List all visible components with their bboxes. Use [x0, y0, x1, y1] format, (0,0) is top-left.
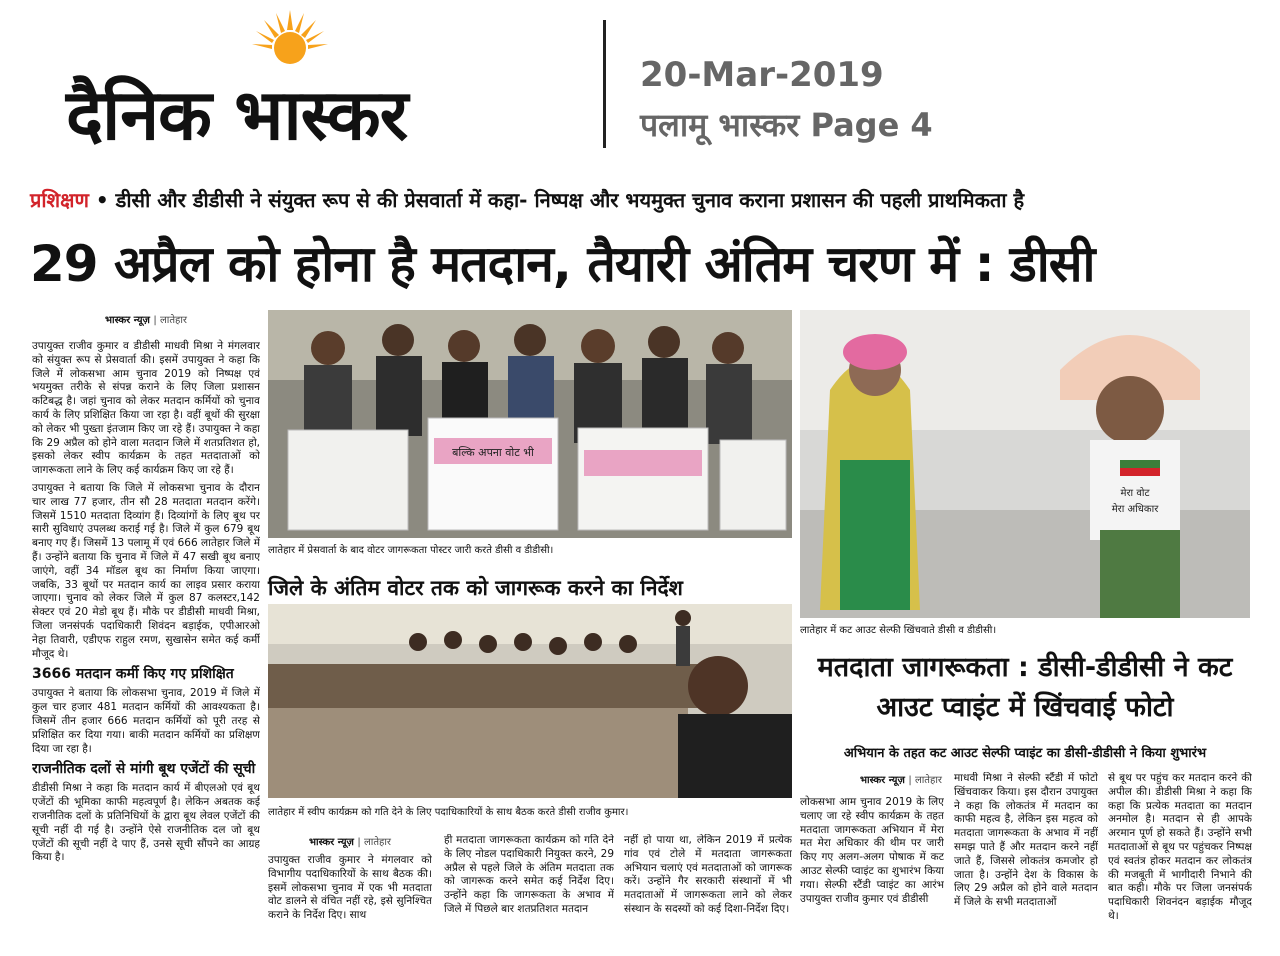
main-paragraph-2: उपायुक्त ने बताया कि जिले में लोकसभा चुनाव के दौरान चार लाख 77 हजार, तीन सौ 28 मतदाता मतदान करेंगे। जिसमें 1510 मतदाता दिव्यांग हैं। दिव्यांगों के लिए बूथ पर सारी सुविधाएं उपलब्ध कराई गई है। जिले में कुल 679 बूथ बनाए गए हैं। जिसमें 13 पलामू में एवं 666 लातेहार जिले में हैं। उन्होंने बताया कि चुनाव में जिले में 47 सखी बूथ बनाए जाएंगे, वहीं 34 मॉडल बूथ का निर्माण किया जाएगा। जबकि, 33 बूथों पर मतदान कार्य का लाइव प्रसार कराया जाएगा। चुनाव को लेकर जिले में कुल 87 कलस्टर,142 सेक्टर एवं 20 मेडो बूथ हैं। मौके पर डीडीसी माधवी मिश्रा, जिला जनसंपर्क पदाधिकारी शिवंदन बड़ाईक, एपीआरओ नेहा तिवारी, एडीएफ राहुल रमण, सुखासेन समेत कई कर्मी मौजूद थे। — [32, 481, 260, 660]
right-article-text-1: लोकसभा आम चुनाव 2019 के लिए चलाए जा रहे स्वीप कार्यक्रम के तहत मतदाता जागरूकता अभियान में मेरा मत मेरा अधिकार की थीम पर जारी किए गए अलग-अलग पोषाक में कट आउट सेल्फी प्वाइंट का शुभारंभ किया गया। सेल्फी स्टैंडी प्वाइंट का आरंभ उपायुक्त राजीव कुमार एवं डीडीसी — [800, 796, 944, 905]
newspaper-logo: दैनिक भास्कर — [66, 74, 408, 156]
sub-byline-place: | लातेहार — [357, 837, 392, 848]
main-subhead-2: राजनीतिक दलों से मांगी बूथ एजेंटों की सूची — [32, 761, 256, 778]
right-article-col-2 — [954, 772, 1098, 954]
masthead — [0, 0, 1280, 160]
selfie-cutout-photo — [800, 310, 1250, 618]
press-photo-caption: लातेहार में प्रेसवार्ता के बाद वोटर जागरूकता पोस्टर जारी करते डीसी व डीडीसी। — [268, 545, 554, 556]
right-article-text-3: से बूथ पर पहुंच कर मतदान करने की अपील की। डीडीसी मिश्रा ने कहा कि कहा कि प्रत्येक मतदाता का मतदान अनमोल है। मतदान से ही आपके अरमान पूर्ण हो सकते हैं। उन्होंने सभी मतदाताओं से बूथ पर पहुंचकर निष्पक्ष एवं स्वतंत्र होकर मतदान कर लोकतंत्र की मजबूती में भागीदारी निभाने की बात कही। मौके पर जिला जनसंपर्क पदाधिकारी शिवनंदन बड़ाईक मौजूद थे। — [1108, 772, 1252, 922]
main-paragraph-3: उपायुक्त ने बताया कि लोकसभा चुनाव, 2019 में जिले में कुल चार हजार 481 मतदान कर्मियों की आवश्यकता है। जिसमें तीन हजार 666 मतदान कर्मियों को पूरी तरह से प्रशिक्षित कर दिया गया। बाकी मतदान कर्मियों का प्रशिक्षण दिया जा रहा है। — [32, 687, 260, 755]
sub-article-text-1: उपायुक्त राजीव कुमार ने मंगलवार को विभागीय पदाधिकारियों के साथ बैठक की। इसमें लोकसभा चुनाव में एक भी मतदाता वोट डालने से वंचित नहीं रहे, इसे सुनिश्चित कराने के निर्देश दिए। साथ — [268, 854, 432, 922]
svg-text:बल्कि अपना वोट भी: बल्कि अपना वोट भी — [452, 446, 534, 459]
shirt-text-1: मेरा वोट — [1120, 488, 1150, 499]
main-headline: 29 अप्रैल को होना है मतदान, तैयारी अंतिम चरण में : डीसी — [30, 235, 1095, 293]
sub-article-headline: जिले के अंतिम वोटर तक को जागरूक करने का निर्देश — [268, 576, 683, 600]
masthead-divider — [603, 20, 606, 148]
strapline — [30, 186, 1255, 213]
main-byline — [32, 312, 260, 326]
press-poster-photo — [268, 310, 792, 538]
right-article-col-1 — [800, 772, 944, 954]
right-article-text-2: माधवी मिश्रा ने सेल्फी स्टैंडी में फोटो खिंचवाकर किया। इस दौरान उपायुक्त ने कहा कि लोकतंत्र में मतदान का काफी महत्व है, लेकिन इस महत्व को मतदाता जागरूकता के अभाव में नहीं समझ पाते हैं और मतदान करने नहीं जाते हैं, जिससे लोकतंत्र कमजोर हो जाता है। उन्होंने देश के विकास के लिए 29 अप्रैल को होने वाले मतदान में जिले के सभी मतदाताओं — [954, 772, 1098, 909]
right-article-headline: मतदाता जागरूकता : डीसी-डीडीसी ने कट आउट प्वाइंट में खिंचवाई फोटो — [817, 652, 1233, 723]
main-subhead-1: 3666 मतदान कर्मी किए गए प्रशिक्षित — [32, 666, 234, 683]
right-article-deck: अभियान के तहत कट आउट सेल्फी प्वाइंट का डीसी-डीडीसी ने किया शुभारंभ — [843, 746, 1207, 761]
meeting-photo-caption: लातेहार में स्वीप कार्यक्रम को गति देने के लिए पदाधिकारियों के साथ बैठक करते डीसी राजीव कुमार। — [268, 807, 629, 818]
byline-place: | लातेहार — [153, 315, 188, 326]
right-byline-source: भास्कर न्यूज़ — [859, 775, 905, 786]
shirt-text-2: मेरा अधिकार — [1111, 504, 1159, 515]
sub-article-text-2: ही मतदाता जागरूकता कार्यक्रम को गति देने के लिए नोडल पदाधिकारी नियुक्त करने, 29 अप्रैल से पहले जिले के अंतिम मतदाता तक को जागरूक करने समेत कई निर्देश दिए। उन्होंने कहा कि जागरूकता के अभाव में जिले में पिछले बार शतप्रतिशत मतदान — [444, 834, 614, 915]
sub-article-text-3: नहीं हो पाया था, लेकिन 2019 में प्रत्येक गांव एवं टोले में मतदाता जागरूकता अभियान चलाएं एवं मतदाताओं को जागरूक करें। उन्होंने गैर सरकारी संस्थानों में भी मतदाताओं में जागरूकता लाने को लेकर संस्थान के सदस्यों को कई दिशा-निर्देश दिए। — [624, 834, 792, 915]
sub-article-col-3 — [624, 834, 792, 954]
sub-byline-source: भास्कर न्यूज़ — [308, 837, 354, 848]
right-article-col-3 — [1108, 772, 1252, 954]
edition-date: 20-Mar-2019 — [640, 55, 884, 95]
sun-logo-icon — [250, 8, 330, 72]
right-byline — [800, 772, 944, 786]
main-article-column — [32, 312, 260, 952]
sub-article-col-1 — [268, 834, 432, 954]
sub-article-col-2 — [444, 834, 614, 954]
main-paragraph-1: उपायुक्त राजीव कुमार व डीडीसी माधवी मिश्रा ने मंगलवार को संयुक्त रूप से प्रेसवार्ता की। इसमें उपायुक्त ने कहा कि जिले में लोकसभा आम चुनाव 2019 को निष्पक्ष एवं भयमुक्त तरीके से संपन्न कराने के लिए जिला प्रशासन कटिबद्ध है। जहां चुनाव को लेकर मतदान कर्मियों को चुनाव कार्य के लिए प्रशिक्षित किया जा रहा है। वहीं बूथों की सुरक्षा को लेकर भी पुख्ता इंतजाम किए जा रहे हैं। उपायुक्त ने कहा कि 29 अप्रैल को होने वाला मतदान जिले में शतप्रतिशत हो, इसको लेकर स्वीप कार्यक्रम के तहत मतदाताओं को जागरूकता लाने के लिए कई कार्यक्रम किए जा रहे हैं। — [32, 340, 260, 477]
strapline-text: • डीसी और डीडीसी ने संयुक्त रूप से की प्रेसवार्ता में कहा- निष्पक्ष और भयमुक्त चुनाव कराना प्रशासन की पहली प्राथमिकता है — [88, 188, 1025, 212]
sub-byline — [268, 834, 432, 848]
selfie-photo-caption: लातेहार में कट आउट सेल्फी खिंचवाते डीसी व डीडीसी। — [800, 625, 997, 636]
right-byline-place: | लातेहार — [908, 775, 942, 786]
byline-source: भास्कर न्यूज़ — [104, 315, 150, 326]
strapline-category: प्रशिक्षण — [30, 188, 89, 212]
edition-page: पलामू भास्कर Page 4 — [640, 106, 933, 144]
main-paragraph-4: डीडीसी मिश्रा ने कहा कि मतदान कार्य में बीएलओ एवं बूथ एजेंटों की भूमिका काफी महत्वपूर्ण है। लेकिन अबतक कई राजनीतिक दलों के प्रतिनिधियों के द्वारा बूथ लेवल एजेंटों की सूची नहीं दी गई है। उन्होंने ऐसे राजनीतिक दल जो बूथ एजेंटों की सूची नहीं दे पाए हैं, उनसे सूची सौंपने का आग्रह किया है। — [32, 782, 260, 864]
meeting-photo — [268, 604, 792, 798]
